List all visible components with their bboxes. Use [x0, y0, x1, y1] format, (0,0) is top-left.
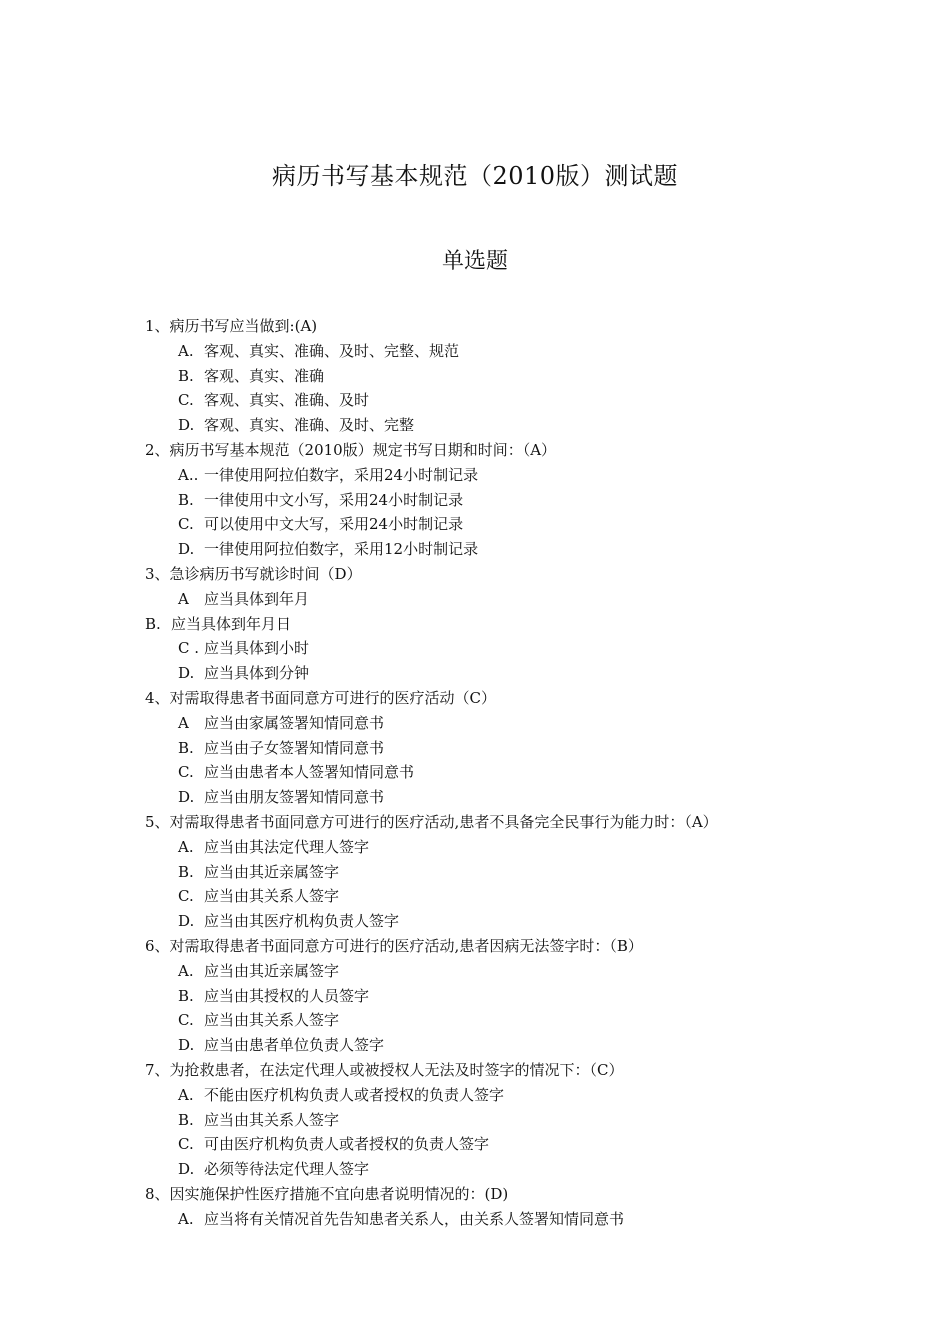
question-stem: 8、因实施保护性医疗措施不宜向患者说明情况的：(D): [145, 1184, 509, 1203]
option-text: 应当将有关情况首先告知患者关系人，由关系人签署知情同意书: [204, 1209, 625, 1228]
option-letter: D.: [178, 416, 195, 435]
option-letter: B.: [178, 738, 194, 757]
option-letter: C.: [178, 1135, 194, 1154]
option-line: [0, 1207, 950, 1232]
option-line: [0, 661, 950, 686]
option-text: 应当具体到分钟: [204, 664, 310, 683]
option-letter: D.: [178, 1036, 195, 1055]
question-stem: 2、病历书写基本规范（2010版）规定书写日期和时间：（A）: [145, 440, 557, 459]
option-text: 应当具体到年月: [204, 589, 310, 608]
option-letter: A.: [178, 1209, 194, 1228]
option-line: [0, 1132, 950, 1157]
option-letter: A.: [178, 961, 194, 980]
option-letter: C .: [178, 639, 200, 658]
option-line: [0, 984, 950, 1009]
option-letter: C.: [178, 391, 194, 410]
option-line: [0, 711, 950, 736]
question-stem: 6、对需取得患者书面同意方可进行的医疗活动,患者因病无法签字时：（B）: [145, 936, 643, 955]
option-line: [0, 388, 950, 413]
option-line: [0, 860, 950, 885]
option-line: [0, 1108, 950, 1133]
option-letter: A.: [178, 837, 194, 856]
option-letter: C.: [178, 1011, 194, 1030]
option-text: 应当具体到小时: [204, 639, 310, 658]
question-list: [0, 314, 950, 1231]
option-letter: B.: [178, 490, 194, 509]
option-text: 应当由其关系人签字: [204, 887, 340, 906]
option-line: [0, 959, 950, 984]
option-letter: B.: [178, 986, 194, 1005]
option-text: 应当由其法定代理人签字: [204, 837, 370, 856]
option-text: 可由医疗机构负责人或者授权的负责人签字: [204, 1135, 490, 1154]
option-line: [0, 1157, 950, 1182]
option-line: [0, 1033, 950, 1058]
option-text: 可以使用中文大写，采用24小时制记录: [204, 515, 464, 534]
option-text: 应当由其医疗机构负责人签字: [204, 912, 400, 931]
option-text: 应当由其近亲属签字: [204, 862, 340, 881]
question-stem: 5、对需取得患者书面同意方可进行的医疗活动,患者不具备完全民事行为能力时：（A）: [145, 812, 718, 831]
option-line: [0, 339, 950, 364]
option-text: 应当由子女签署知情同意书: [204, 738, 385, 757]
option-line: [0, 785, 950, 810]
option-text: 应当由患者本人签署知情同意书: [204, 763, 415, 782]
option-text: 客观、真实、准确、及时、完整: [204, 416, 415, 435]
option-letter: C.: [178, 887, 194, 906]
option-text: 一律使用阿拉伯数字，采用24小时制记录: [204, 465, 479, 484]
option-line: [0, 413, 950, 438]
option-line: [0, 736, 950, 761]
option-line: [0, 463, 950, 488]
option-text: 客观、真实、准确、及时、完整、规范: [204, 341, 460, 360]
option-line: [0, 488, 950, 513]
option-text: 一律使用中文小写，采用24小时制记录: [204, 490, 464, 509]
option-letter: D.: [178, 788, 195, 807]
option-letter: B.: [145, 614, 161, 633]
option-text: 应当由其近亲属签字: [204, 961, 340, 980]
option-line: [0, 587, 950, 612]
question-stem: 7、为抢救患者，在法定代理人或被授权人无法及时签字的情况下：（C）: [145, 1060, 624, 1079]
option-line: [0, 537, 950, 562]
option-letter: A.: [178, 1085, 194, 1104]
option-letter: A: [178, 589, 189, 608]
option-text: 必须等待法定代理人签字: [204, 1160, 370, 1179]
option-text: 应当由家属签署知情同意书: [204, 713, 385, 732]
option-line: [0, 636, 950, 661]
option-letter: A.: [178, 341, 194, 360]
option-letter: A: [178, 713, 189, 732]
question-stem: 4、对需取得患者书面同意方可进行的医疗活动（C）: [145, 688, 497, 707]
option-text: 应当由朋友签署知情同意书: [204, 788, 385, 807]
option-letter: D.: [178, 912, 195, 931]
option-line: [0, 909, 950, 934]
question-stem: 3、急诊病历书写就诊时间（D）: [145, 564, 362, 583]
question-stem: 1、病历书写应当做到:(A): [145, 317, 318, 335]
option-line: [0, 1083, 950, 1108]
option-text: 不能由医疗机构负责人或者授权的负责人签字: [204, 1085, 505, 1104]
option-text: 应当由患者单位负责人签字: [204, 1036, 385, 1055]
option-letter: B.: [178, 862, 194, 881]
option-line: [0, 364, 950, 389]
option-line: [0, 835, 950, 860]
section-title: 单选题: [441, 249, 508, 274]
option-text: 客观、真实、准确: [204, 366, 325, 385]
option-letter: A..: [178, 465, 199, 484]
option-letter: C.: [178, 763, 194, 782]
option-text: 应当由其授权的人员签字: [204, 986, 370, 1005]
option-line: [0, 612, 950, 637]
option-letter: D.: [178, 540, 195, 559]
option-line: [0, 512, 950, 537]
option-letter: B.: [178, 1110, 194, 1129]
option-line: [0, 1008, 950, 1033]
option-letter: D.: [178, 1160, 195, 1179]
option-line: [0, 760, 950, 785]
option-text: 应当具体到年月日: [171, 614, 292, 633]
option-text: 客观、真实、准确、及时: [204, 391, 370, 410]
option-line: [0, 884, 950, 909]
document-title: 病历书写基本规范（2010版）测试题: [271, 162, 679, 190]
option-letter: B.: [178, 366, 194, 385]
option-letter: C.: [178, 515, 194, 534]
option-text: 应当由其关系人签字: [204, 1110, 340, 1129]
option-letter: D.: [178, 664, 195, 683]
option-text: 应当由其关系人签字: [204, 1011, 340, 1030]
option-text: 一律使用阿拉伯数字，采用12小时制记录: [204, 540, 479, 559]
